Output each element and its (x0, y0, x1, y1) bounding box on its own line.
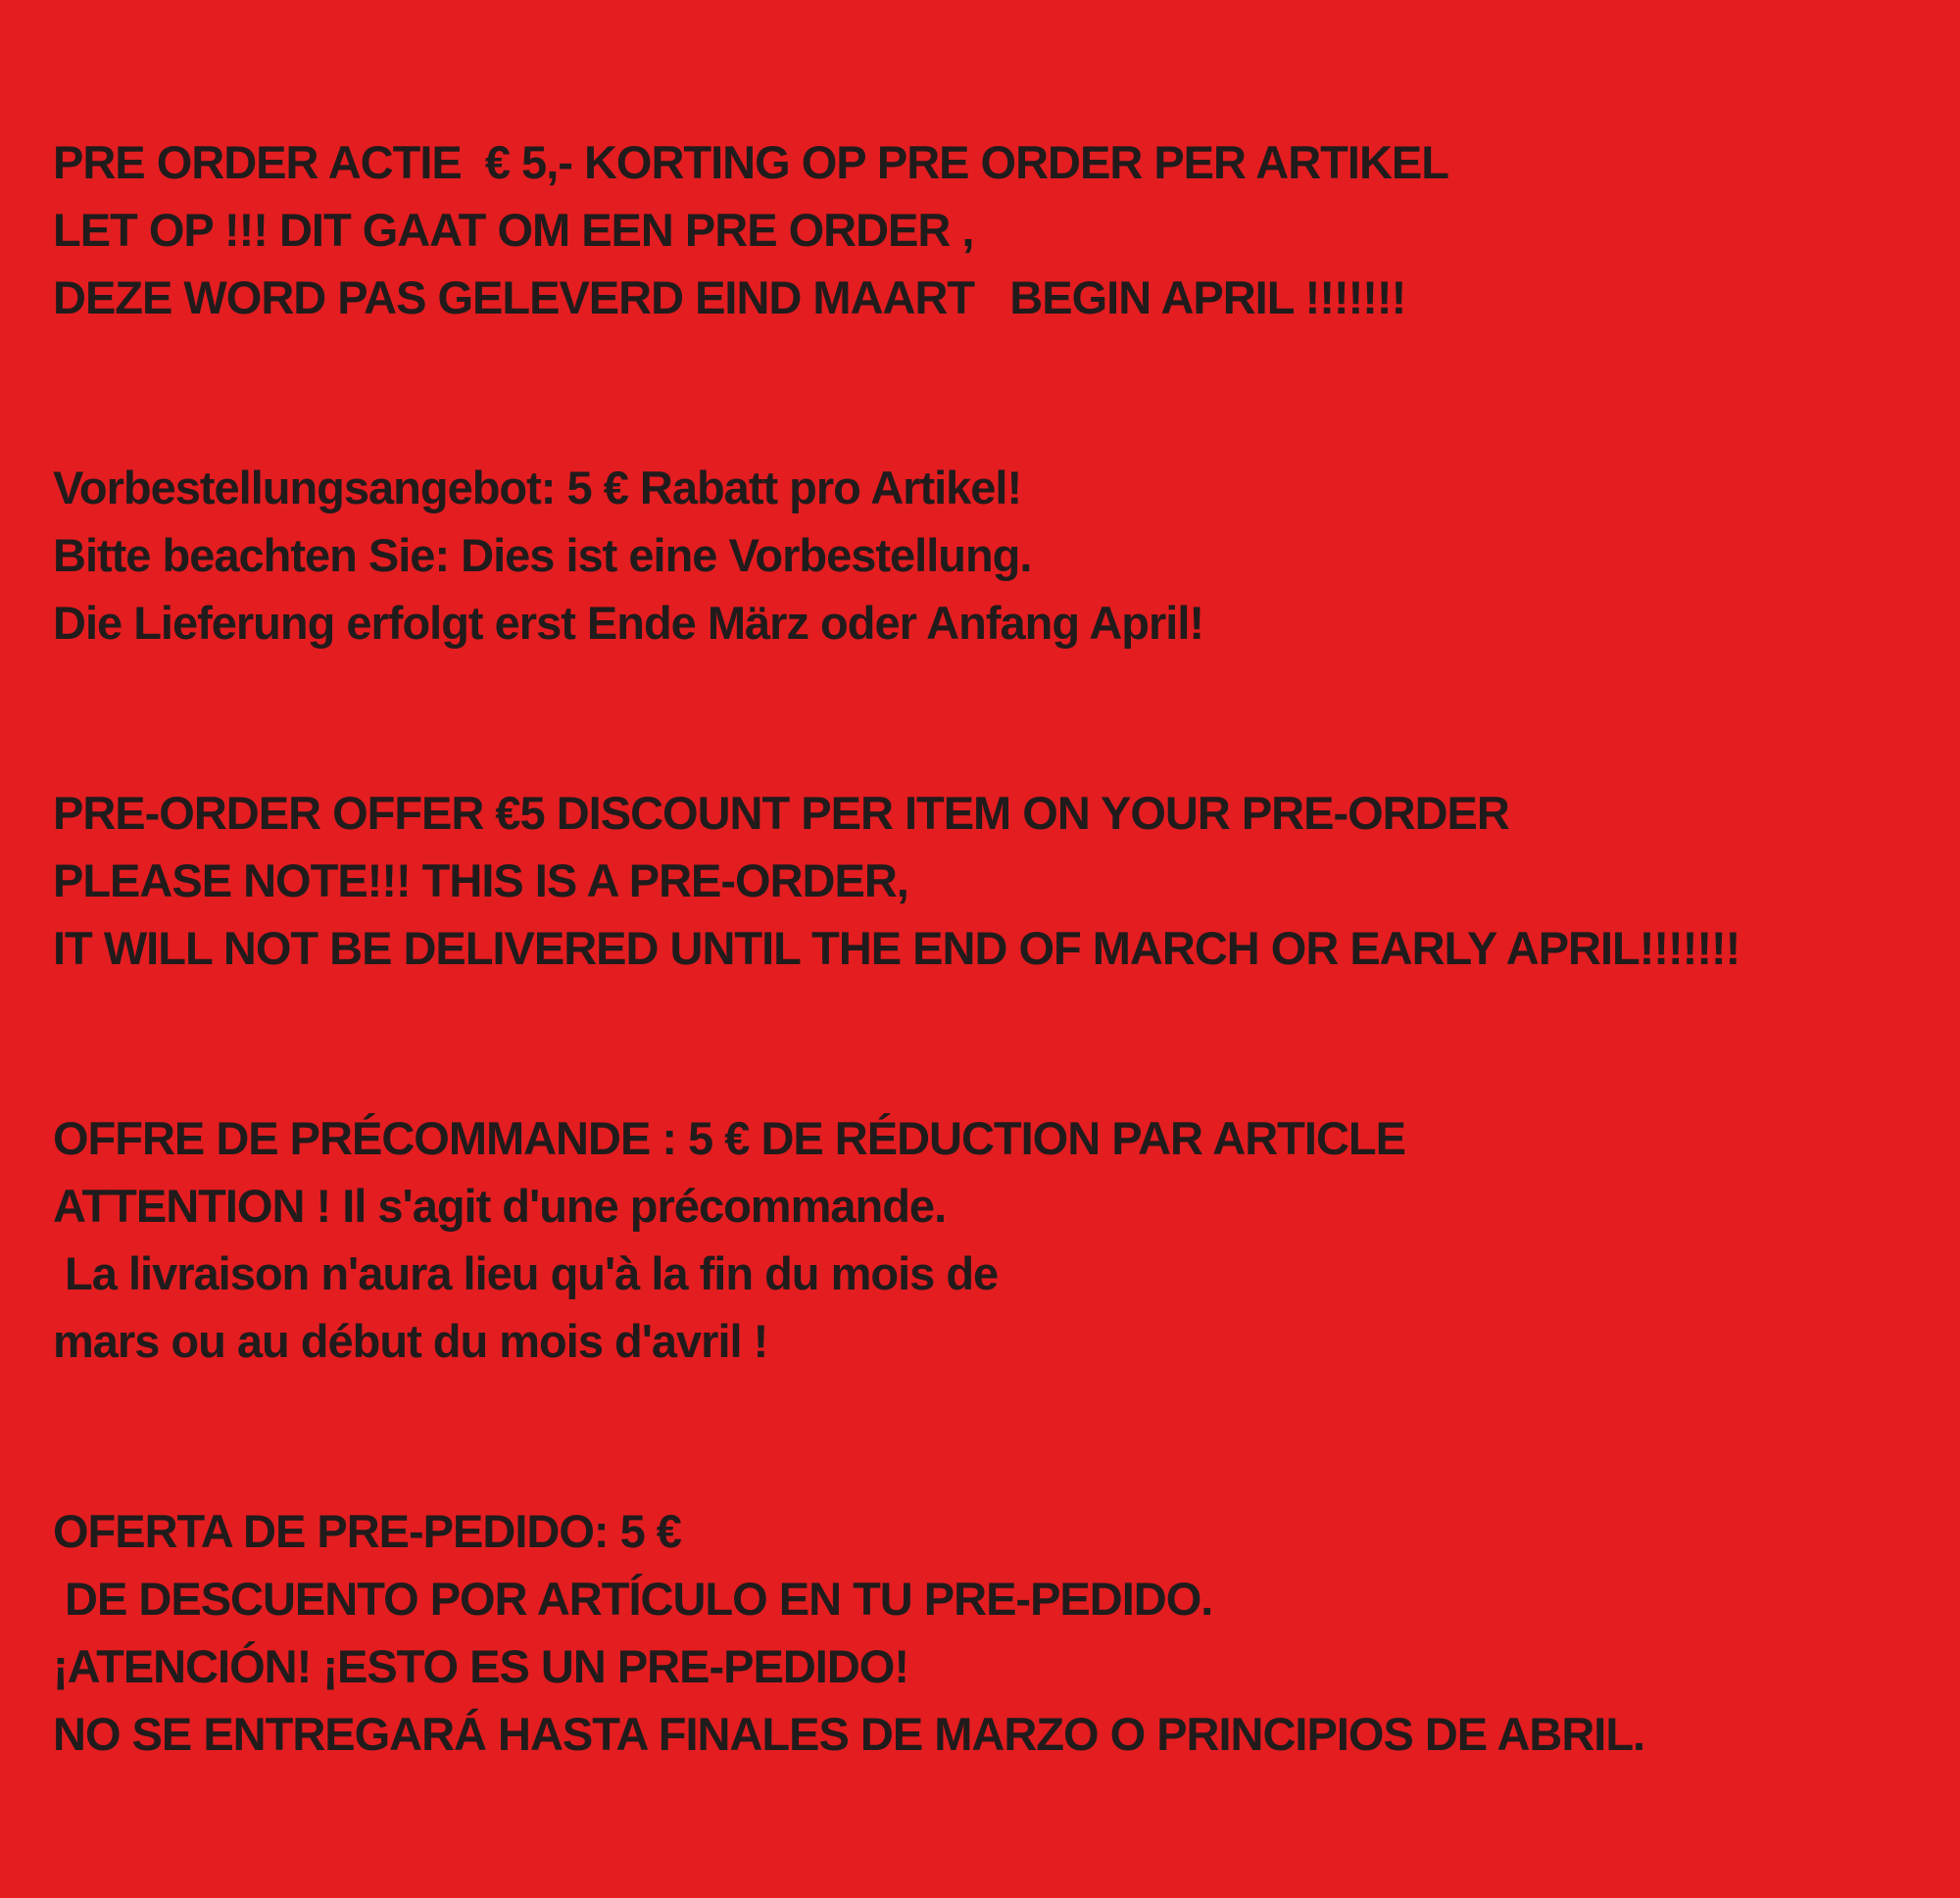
notice-line: Vorbestellungsangebot: 5 € Rabatt pro Artikel! (53, 462, 1022, 513)
notice-line: Bitte beachten Sie: Dies ist eine Vorbestellung. (53, 529, 1032, 581)
notice-line: ¡ATENCIÓN! ¡ESTO ES UN PRE-PEDIDO! (53, 1640, 908, 1692)
notice-line: NO SE ENTREGARÁ HASTA FINALES DE MARZO O PRINCIPIOS DE ABRIL. (53, 1708, 1645, 1760)
notice-section-spanish (53, 1497, 1931, 1768)
notice-line: DE DESCUENTO POR ARTÍCULO EN TU PRE-PEDIDO. (53, 1573, 1213, 1625)
notice-line: LET OP !!! DIT GAAT OM EEN PRE ORDER , (53, 204, 974, 256)
notice-line: IT WILL NOT BE DELIVERED UNTIL THE END OF MARCH OR EARLY APRIL!!!!!!! (53, 922, 1740, 974)
notice-line: ATTENTION ! Il s'agit d'une précommande. (53, 1180, 947, 1232)
notice-section-french (53, 1104, 1931, 1375)
notice-section-english (53, 779, 1931, 982)
notice-line: PLEASE NOTE!!! THIS IS A PRE-ORDER, (53, 854, 908, 906)
notice-line: PRE ORDER ACTIE € 5,- KORTING OP PRE ORDER PER ARTIKEL (53, 136, 1448, 188)
notice-line: La livraison n'aura lieu qu'à la fin du mois de (53, 1247, 999, 1299)
notice-section-german (53, 454, 1931, 657)
notice-line: Die Lieferung erfolgt erst Ende März oder Anfang April! (53, 597, 1204, 649)
notice-line: DEZE WORD PAS GELEVERD EIND MAART BEGIN APRIL !!!!!!! (53, 271, 1406, 323)
notice-section-dutch (53, 128, 1931, 331)
notice-line: PRE-ORDER OFFER €5 DISCOUNT PER ITEM ON YOUR PRE-ORDER (53, 787, 1509, 839)
notice-line: OFFRE DE PRÉCOMMANDE : 5 € DE RÉDUCTION PAR ARTICLE (53, 1112, 1405, 1164)
notice-line: OFERTA DE PRE-PEDIDO: 5 € (53, 1505, 681, 1557)
notice-line: mars ou au début du mois d'avril ! (53, 1315, 768, 1367)
